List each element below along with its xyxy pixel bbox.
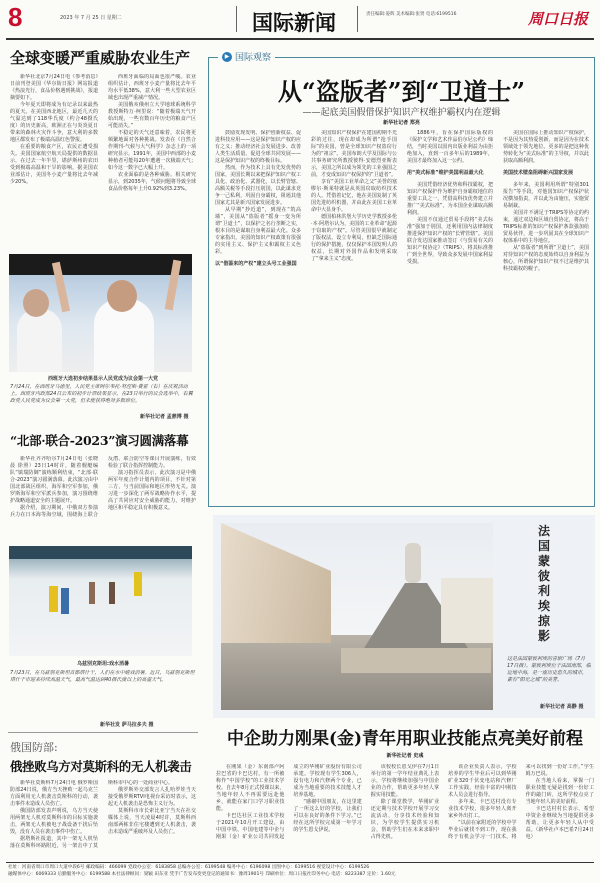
photo-credit: 新华社发 萨马拉多夫 摄 [100,722,154,728]
photo-credit: 新华社记者 高静 摄 [540,704,584,710]
feature-byline: 新华社记者 郑亮 [383,120,420,126]
photo-caption: 7月23日，在乌兹别克斯坦首都塔什干，人们在水中嬉戏消暑。近日，乌兹别克斯坦塔什干市迎来持续高温天气，最高气温达到40摄氏度以上的高温天气。 [10,670,195,683]
footer-rule [6,862,594,863]
article-headline: 中企助力刚果(金)青年用职业技能点亮美好前程 [226,729,584,749]
footer-line: 社址：河南省周口市周口大道中段6号 邮政编码：466099 党政办公室：6183858 总编办公室：6199548 编务中心：6196098 出图中心：6199516 视觉设计中心：6199526 [8,865,370,870]
page-number: 8 [8,2,23,32]
article-body: 在刚果（金）东南部卢阿拉巴省的卡巴达村，有一所被称作“中国学校”的工业技术学校。自去年8月正式授课以来，当地年轻人不再需要远赴他乡，就能在家门口学习职业技能。 卡巴达社区工业技术学校于2021年10月开工建设，由中国中铁、中国电建等中企与刚果（金）矿业公司共同发起成立的华刚矿业股份有限公司承建。学校现有学生306人，设有电力和汽修两个专业，已成为当地重要的技术技能人才培养基地。 “感谢中国朋友，在这里建了一所这么好的学校，让我们可以在良好的条件下学习。”已经在这所学校完成第一年学习的学生恩戈伊说。 该校校长恩戈伊在7月1日举行的第一学年结业典礼上表示，学校将继续加强与中国企业的合作，帮助更多年轻人掌握实用技能。 除了课堂教学，华刚矿业还定期与技术学校开展学习交流活动，分享技术经验和知识，为学校学生提供实习机会，帮助学生们在未来求职中占得先机。 该企业负责人表示，学校培养的学生毕业后可以到华刚矿业320千伏变电站和汽修厂工作实践，经验丰富的中刚技术人员会进行指导。 多年来，卡巴达村没有专业技术学校，很多年轻人离开家乡外出打工。 “以前在家附近的学校中学毕业后就找不到工作，现在我终于有机会学习一门技术，将来可以找到一份好工作。”学生姆万巴说。 在当地人看来，掌握一门职业技能无疑是找到一份好工作的敲门砖，这所学校点亮了当地年轻人的美好前程。 卡巴达村村长表示，希望中资企业继续为当地提供更多帮助，让更多年轻人从中受益。（新华社卢本巴希7月24日电） [216,764,594,840]
article-kicker: 俄国防部: [10,741,58,754]
article-headline: 俄挫败乌方对莫斯科的无人机袭击 [10,759,192,774]
feature-label: ▶ 国际观察 [218,50,275,63]
uzbekistan-beach-photo [9,546,192,656]
article-body: 新华社齐齐哈尔7月24日电（张晓晨 徐照）23日14时许，随着舰艇编队“镇瑞防御”演练顺利结束，“北部·联合-2023”演习圆满落幕。此次演习由中国北部战区组织，海军和空军参加，俄罗斯海军和空军派兵参加，演习围绕维护战略通道安全的主题展开。 据介绍，演习期间，中俄双方参演兵力在日本海等海空域，围绕海上联合反潜、联合防空等课目开展演练，有效检验了联合指挥控制能力。 演习指挥员表示，此次演习是中俄两军年度合作计划内的项目，不针对第三方，与当前国际和地区形势无关。演习进一步深化了两军战略协作水平，提高了共同应对安全威胁的能力，对维护地区和平稳定具有积极意义。 [10,456,196,518]
photo-caption: 7月24日，在西班牙马德里，人民党主席阿尔韦托·努涅斯·费霍（右）在庆祝活动上。西班牙内政部24日公布的初步计票结果显示，在23日举行的议会选举中，右翼政党人民党成为议会第一大党，但未能获得绝对多数席位。 [10,384,193,404]
section-divider-left [236,6,237,32]
photo-vertical-title: 法国蒙彼利埃掠影 [538,524,551,643]
feature-subtitle: ——起底美国假借保护知识产权维护霸权内在逻辑 [302,108,501,118]
article-headline: 全球变暖严重威胁农业生产 [10,49,191,67]
spain-election-photo [9,254,192,372]
arrow-circle-icon: ▶ [222,52,232,62]
photo-title: 乌兹别克斯坦:戏水消暑 [76,661,129,667]
section-divider-right [357,6,358,32]
divider [8,732,198,733]
editor-credits: 责任编辑:晏辉 美术编辑:张贤 电话:6199516 [366,12,457,17]
footer-line: 融媒体中心：6069333 后勤服务中心：6199588 本社法律顾问：梁颖 田东亚 凭手广告发布变更登记的通知书：豫周1901号 印刷单位：周口日报社印务中心 电话：8223387 定价：1.60元 [8,872,396,877]
photo-credit: 新华社记者 孟鼎博 摄 [140,414,189,420]
issue-date: 2023 年 7 月 25 日 星期二 [60,15,122,21]
photo-title: 西班牙大选初步结果显示人民党成为议会第一大党 [47,376,158,382]
header-rule [6,38,594,40]
article-headline: “北部·联合-2023”演习圆满落幕 [10,433,189,448]
photo-caption: 这是法国蒙彼利埃的喜剧广场（7月17日摄）。蒙彼利埃位于法国南部，临近地中海，是一座历史悠久的城市，素有“阳光之城”的美誉。 [507,656,591,683]
article-body: 新华社莫斯科7月24日电 俄罗斯国防部24日说，俄方当天挫败一起乌克兰方面利用无人机袭击莫斯科的行动，袭击事件未造成人员伤亡。 俄国防部发表声明说，乌方当天使用两架无人机对莫斯科市的目标实施袭击，两架无人机被电子战设备干扰后坠毁，没有人员在袭击事件中伤亡。 据塔斯社报道，其中一架无人机坠落在莫斯科环路附近，另一架击中了莫斯科市中心的一处商业中心。 俄罗斯外交部发言人扎哈罗娃当天接受俄罗斯RTVI电视台采访时表示，这起无人机袭击是恐怖主义行为。 莫斯科市市长索比亚宁当天在社交媒体上说，当天凌晨4时许，莫斯科西南部两栋非住宅楼遭到无人机袭击，袭击未造成严重破坏及人员伤亡。 [10,780,196,849]
article-byline: 新华社记者 史彧 [386,753,424,759]
footer [8,864,594,878]
article-body: 新华社北京7月24日电《参考消息》日前刊登美国《华尔街日报》网站报道《热浪光行，食品价格遇到挑战》，报道摘要如下。 今年夏天即将成为有记录以来最热的夏天。在美国西北地区，最近几天的气温达到了118华氏度（约合48摄氏度）的历史新高，欧洲正在与炎炎夏日带来的森林火灾作斗争，意大利的多数地区都发布了极端高温红色警报。 在重要的粮食产区，农民正遭受损失。美国国家航空航天局提供的数据显示，在过去一年半里，堪萨斯州的农田受到极端高温和干旱的影响。据美国农业部估计，美国冬小麦产量将比去年减少20%。 西班牙面临的局面也很严峻。农业组织估计，西班牙小麦产量将比去年平均水平低38%，意大利一些大型农业区域也出现严重减产情况。 美国俄亥俄州立大学地球系统科学教授斯特万·柯里说：“随着极端天气开始出现，一些有数百年历史的粮食产区可能消失。” 不稳定的天气还意味着，农民将更频繁地面对各种挑战。发表在《自然合作期刊-气候与大气科学》杂志上的一项研究显示，1991年，美国中西部的小麦种植者可能每20年遭遇一次极端天气；如今这一数字已大幅上升。 农业面临的是各种威胁。相关研究显示，到2035年，气候问题将导致全球食品价格每年上升0.92%到3.23%。 [10,74,196,192]
masthead-logo: 周口日报 [528,10,589,28]
feature-body: 鼓励发现发明、保护创新权益、促进科技应用——这是保护知识产权的应有之义；推动经济社会发展进步、改善人类生活质量、促进全球共同发展——这是保护知识产权的终极目标。 然而，作为技术上具有先发优势的国家，美国长期以来把保护知识产权工具化、政治化、武器化，以长臂管辖、高额关税等手段打压别国，以此谋求竞争一己私利，巩固自身霸权，阻遏其他国家尤其是新兴国家发展进步。 从早期“抄近道”，到现在“筑高墙”，美国从“盗版者”摇身一变为所谓“卫道士”，以保护之名行垄断之实，根本目的是谋取自身利益最大化。众多专家指出，美国的知识产权政策有很强的实用主义、保护主义和霸权主义色彩。 以“借鉴来的产权”建立头号工业强国 美国知识产权保护在建国初期不光彩的过往，现在却成为所谓“抢手国际”的美国，曾是全球知识产权盗窃行为的“祖宗”。美国布朗大学及国际与公共事务研究所教授彼得·安德烈亚斯表示，美国之所以成为领先的工业强国之前，才变成知识产权保护的“卫道者”。 享有“美国工业革命之父”美誉的塞缪尔·斯莱特就是从英国窃取纺织技术的人。凭借着记忆，他在美国复制了英国先进纺织机器，并由此在美国工业革命中大显身手。 德国柏林洪堡大学历史学教授多伦·本·阿塔尔认为，美国的工业革命“起源于窃取的产权”。尽管美国很早就制定了版权法，设立专利局，但缺乏国际通行的保护措施，仅仅保护本国发明人的权益，长期对外国作品和发明采取了“拿来主义”态度。 1886年，旨在保护国际版权的《保护文学和艺术作品伯尔尼公约》缔结，当时美国以国内出版业利益为由拒绝加入，直到一百多年后的1989年，美国才最终加入这一公约。 用“美式标准”维护美国利益最大化 美国凭借经济优势和科技霸权，把知识产权保护作为维护自身霸权地位的重要工具之一，凭借高科技优势建立并推广“美式标准”，为本国企业谋取高额利润。 美国不仅通过贸易手段将“美式标准”强加于别国，还利用国内法律制度推进保护知识产权的“长臂管辖”。美国联合发达国家推动签订《与贸易有关的知识产权协定》（TRIPS），将其标准推广到全世界，导致众多发展中国家利益受损。 美国在国际上推动知识产权保护，不是因为其热爱创新，而是因为在技术领域处于领先地位。更多的是把这种优势转化为“美式标准”的主导权，并以此获取高额利润。 美国技术壁垒阻碍新兴国家发展 多年来，美国利用所谓“特别301报告”等手段，对他国知识产权保护状况横加指责，并以此为由施压，实施贸易制裁。 美国并不满足于TRIPS等协定的约束，通过双边和区域自贸协定，将高于TRIPS标准的知识产权保护条款强加给贸易伙伴，进一步巩固其在全球知识产权体系中的主导地位。 从“盗版者”到所谓“卫道士”，美国对待知识产权的态度始终以自身利益为核心，所谓保护知识产权不过是维护其科技霸权的幌子。 [215,130,589,272]
feature-headline: 从“盗版者”到“卫道士” [277,77,526,106]
montpellier-square-photo [221,523,493,710]
section-title: 国际新闻 [252,10,336,35]
